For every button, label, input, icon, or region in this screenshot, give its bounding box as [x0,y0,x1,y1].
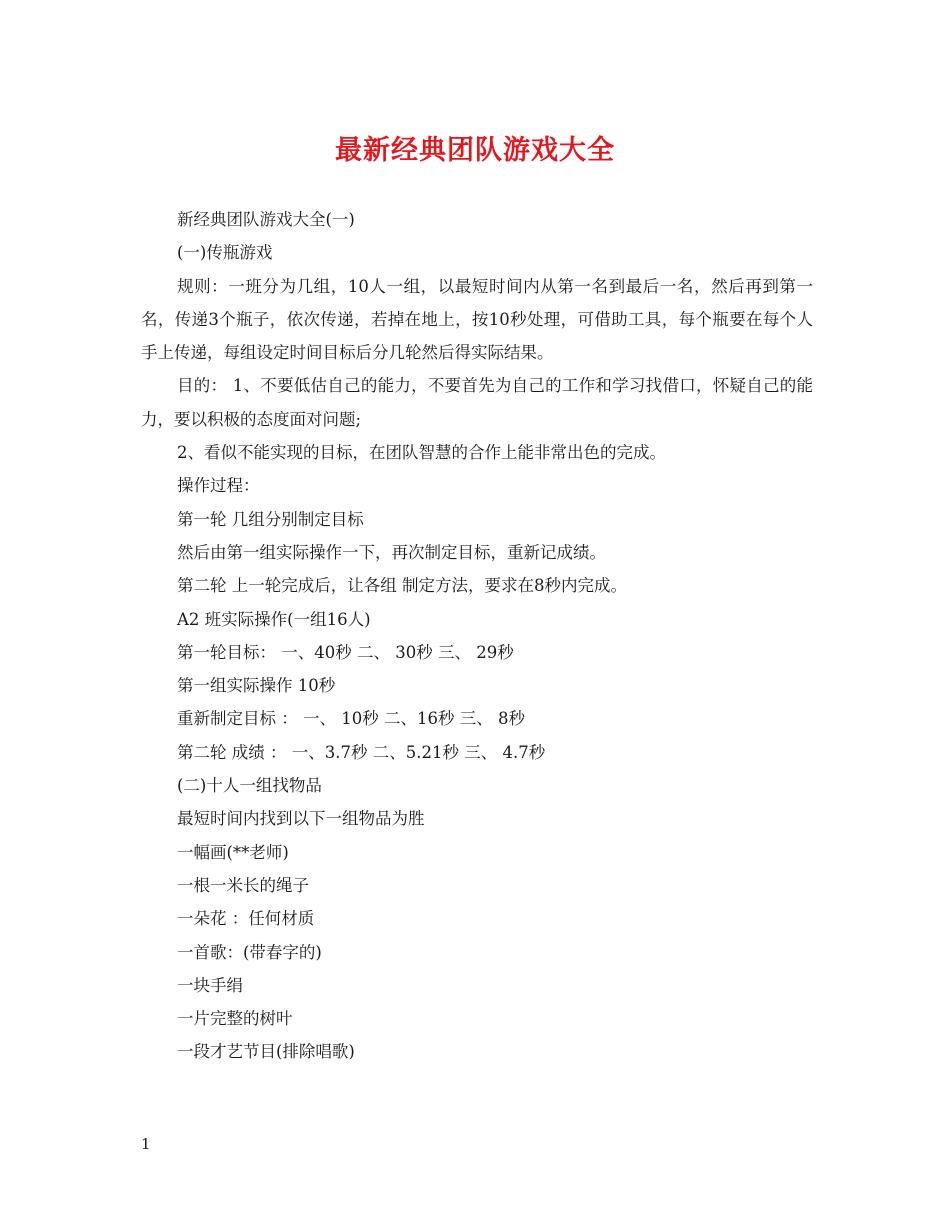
paragraph-group-1-result: 第一组实际操作 10秒 [177,676,336,696]
paragraph-purpose-2: 2、看似不能实现的目标，在团队智慧的合作上能非常出色的完成。 [177,443,666,463]
paragraph-round-1: 第一轮 几组分别制定目标 [177,509,364,529]
list-item-leaf: 一片完整的树叶 [177,1009,293,1029]
paragraph-purpose: 目的： 1、不要低估自己的能力，不要首先为自己的工作和学习找借口，怀疑自己的能力，要以积极的态度面对问题; [141,376,813,429]
paragraph-game-2-title: (二)十人一组找物品 [177,776,322,796]
paragraph-rules: 规则：一班分为几组，10人一组，以最短时间内从第一名到最后一名，然后再到第一名，传递3个瓶子，依次传递，若掉在地上，按10秒处理，可借助工具，每个瓶要在每个人手上传递，每组设定时间目标后分几轮然后得实际结果。 [141,276,813,363]
list-item-painting: 一幅画(**老师) [177,842,289,862]
paragraph-class-operation: A2 班实际操作(一组16人) [177,609,371,629]
paragraph-round-2: 第二轮 上一轮完成后，让各组 制定方法，要求在8秒内完成。 [177,576,627,596]
paragraph-round-1-target: 第一轮目标： 一、40秒 二、 30秒 三、 29秒 [177,642,514,662]
paragraph-process-heading: 操作过程： [177,476,260,496]
page-number: 1 [141,1135,151,1153]
document-body [141,203,813,1069]
paragraph-section-heading: 新经典团队游戏大全(一) [177,210,355,229]
paragraph-game-title: (一)传瓶游戏 [177,243,273,263]
document-title: 最新经典团队游戏大全 [335,135,615,166]
paragraph-round-1-detail: 然后由第一组实际操作一下，再次制定目标，重新记成绩。 [177,542,606,562]
list-item-flower: 一朵花 ：任何材质 [177,909,315,929]
paragraph-new-target: 重新制定目标 ： 一、 10秒 二、16秒 三、 8秒 [177,709,525,729]
list-item-talent-show: 一段才艺节目(排除唱歌) [177,1042,355,1062]
list-item-handkerchief: 一块手绢 [177,975,243,995]
paragraph-round-2-result: 第二轮 成绩 ： 一、3.7秒 二、5.21秒 三、 4.7秒 [177,742,546,762]
list-item-song: 一首歌：(带春字的) [177,942,322,962]
paragraph-game-2-rule: 最短时间内找到以下一组物品为胜 [177,809,425,829]
list-item-rope: 一根一米长的绳子 [177,875,309,895]
